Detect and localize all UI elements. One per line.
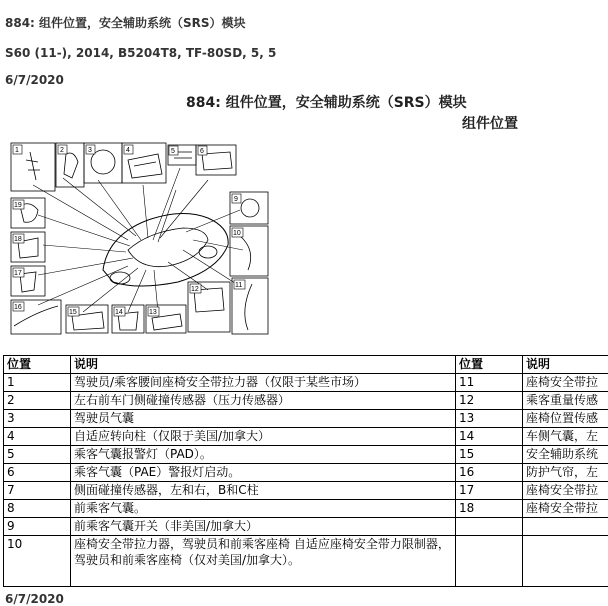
description-cell: 座椅安全带拉 (523, 500, 608, 518)
svg-text:18: 18 (14, 236, 22, 243)
svg-text:2: 2 (60, 147, 64, 154)
table-row (4, 410, 608, 428)
column-header-position: 位置 (4, 356, 71, 374)
description-cell: 乘客重量传感 (523, 392, 608, 410)
description-cell: 自适应转向柱（仅限于美国/加拿大） (71, 428, 456, 446)
svg-text:11: 11 (235, 282, 242, 289)
position-cell: 4 (4, 428, 71, 446)
component-legend-table (3, 355, 608, 587)
svg-text:4: 4 (126, 147, 130, 154)
description-cell: 座椅安全带拉 (523, 482, 608, 500)
description-cell: 防护气帘，左 (523, 464, 608, 482)
print-date: 6/7/2020 (5, 73, 64, 87)
description-cell: 前乘客气囊开关（非美国/加拿大） (71, 518, 456, 536)
table-row (4, 518, 608, 536)
svg-text:5: 5 (171, 148, 175, 155)
table-row (4, 536, 608, 587)
table-row (4, 482, 608, 500)
position-cell: 10 (4, 536, 71, 587)
section-subtitle: 组件位置 (462, 113, 518, 133)
position-cell: 16 (456, 464, 523, 482)
svg-text:16: 16 (14, 304, 22, 311)
empty-cell (456, 518, 523, 536)
vehicle-info: S60 (11-), 2014, B5204T8, TF-80SD, 5, 5 (5, 46, 276, 60)
description-cell: 驾驶员气囊 (71, 410, 456, 428)
description-cell: 车侧气囊，左 (523, 428, 608, 446)
column-header-position: 位置 (456, 356, 523, 374)
section-title: 884: 组件位置，安全辅助系统（SRS）模块 (186, 92, 467, 112)
description-cell: 座椅安全带拉 (523, 374, 608, 392)
description-cell: 乘客气囊（PAE）警报灯启动。 (71, 464, 456, 482)
position-cell: 2 (4, 392, 71, 410)
description-cell: 安全辅助系统 (523, 446, 608, 464)
position-cell: 18 (456, 500, 523, 518)
table-row (4, 374, 608, 392)
position-cell: 3 (4, 410, 71, 428)
position-cell: 6 (4, 464, 71, 482)
position-cell: 13 (456, 410, 523, 428)
position-cell: 11 (456, 374, 523, 392)
position-cell: 15 (456, 446, 523, 464)
position-cell: 8 (4, 500, 71, 518)
component-location-diagram (8, 140, 270, 336)
empty-cell (523, 536, 608, 587)
description-cell: 座椅安全带拉力器，驾驶员和前乘客座椅 自适应座椅安全带力限制器，驾驶员和前乘客座椅（仅对美国/加拿大）。 (71, 536, 456, 587)
position-cell: 7 (4, 482, 71, 500)
svg-text:19: 19 (14, 202, 22, 209)
position-cell: 12 (456, 392, 523, 410)
svg-text:14: 14 (115, 309, 123, 316)
table-row (4, 464, 608, 482)
svg-text:3: 3 (88, 147, 92, 154)
empty-cell (456, 536, 523, 587)
position-cell: 14 (456, 428, 523, 446)
svg-text:9: 9 (234, 196, 238, 203)
table-row (4, 428, 608, 446)
position-cell: 1 (4, 374, 71, 392)
description-cell: 侧面碰撞传感器，左和右，B和C柱 (71, 482, 456, 500)
document-header-title: 884: 组件位置，安全辅助系统（SRS）模块 (5, 14, 246, 31)
svg-text:12: 12 (191, 286, 199, 293)
position-cell: 9 (4, 518, 71, 536)
description-cell: 驾驶员/乘客腰间座椅安全带拉力器（仅限于某些市场） (71, 374, 456, 392)
column-header-description: 说明 (71, 356, 456, 374)
description-cell: 座椅位置传感 (523, 410, 608, 428)
description-cell: 左右前车门侧碰撞传感器（压力传感器） (71, 392, 456, 410)
table-header-row (4, 356, 608, 374)
svg-text:13: 13 (149, 309, 157, 316)
svg-text:1: 1 (15, 147, 19, 154)
position-cell: 17 (456, 482, 523, 500)
position-cell: 5 (4, 446, 71, 464)
svg-text:6: 6 (200, 148, 204, 155)
description-cell: 前乘客气囊。 (71, 500, 456, 518)
description-cell: 乘客气囊报警灯（PAD）。 (71, 446, 456, 464)
footer-date: 6/7/2020 (5, 592, 64, 606)
svg-text:15: 15 (69, 309, 77, 316)
svg-text:17: 17 (14, 270, 22, 277)
table-row (4, 500, 608, 518)
svg-text:10: 10 (233, 230, 241, 237)
table-row (4, 392, 608, 410)
table-row (4, 446, 608, 464)
empty-cell (523, 518, 608, 536)
column-header-description: 说明 (523, 356, 608, 374)
